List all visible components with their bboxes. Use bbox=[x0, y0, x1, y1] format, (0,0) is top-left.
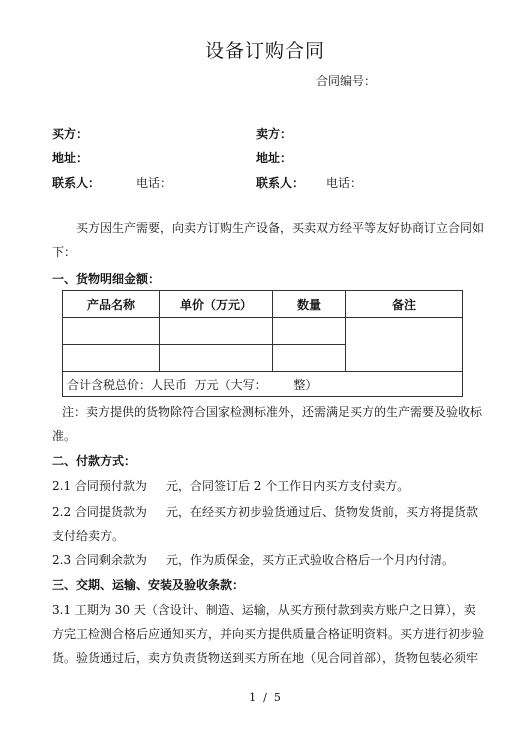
payment-item-2-2-line-2: 支付给卖方。 bbox=[52, 529, 125, 543]
remarks-cell bbox=[346, 318, 463, 372]
buyer-address-label: 地址： bbox=[52, 151, 89, 165]
seller-address-label: 地址： bbox=[256, 151, 293, 165]
contract-number-label: 合同编号： bbox=[316, 74, 377, 88]
section-3-line-3: 货。验货通过后，卖方负责货物送到买方所在地（见合同首部），货物包装必须牢 bbox=[52, 651, 479, 665]
seller-contact-label: 联系人： bbox=[256, 176, 305, 190]
section-3-heading: 三、交期、运输、安装及验收条款： bbox=[52, 578, 245, 592]
header-remarks: 备注 bbox=[346, 291, 463, 318]
table-cell bbox=[160, 318, 273, 345]
payment-item-2-1: 2.1 合同预付款为 元，合同签订后 2 个工作日内买方支付卖方。 bbox=[52, 479, 410, 493]
payment-item-2-2-line-1: 2.2 合同提货款为 元，在经买方初步验货通过后、货物发货前，买方将提货款 bbox=[52, 505, 478, 519]
table-total-row bbox=[63, 372, 463, 397]
intro-line-1: 买方因生产需要，向卖方订购生产设备，买卖双方经平等友好协商订立合同如 bbox=[76, 221, 485, 235]
header-product-name: 产品名称 bbox=[63, 291, 160, 318]
table-row bbox=[63, 318, 463, 345]
section-1-heading: 一、货物明细金额： bbox=[52, 272, 161, 286]
table-cell bbox=[63, 345, 160, 372]
seller-phone-label: 电话： bbox=[326, 176, 363, 190]
header-quantity: 数量 bbox=[273, 291, 346, 318]
table-header-row bbox=[63, 291, 463, 318]
section-3-line-1: 3.1 工期为 30 天（含设计、制造、运输，从买方预付款到卖方账户之日算），卖 bbox=[52, 603, 476, 617]
document-title: 设备订购合同 bbox=[204, 40, 325, 62]
buyer-phone-label: 电话： bbox=[136, 176, 173, 190]
note-line-1: 注：卖方提供的货物除符合国家检测标准外，还需满足买方的生产需要及验收标 bbox=[62, 405, 483, 419]
table-cell bbox=[273, 318, 346, 345]
table-cell bbox=[63, 318, 160, 345]
buyer-label: 买方： bbox=[52, 127, 89, 141]
seller-label: 卖方： bbox=[256, 127, 293, 141]
total-price-cell: 合计含税总价：人民币 万元（大写： 整） bbox=[63, 372, 463, 397]
goods-table bbox=[62, 290, 463, 397]
section-3-line-2: 方完工检测合格后应通知买方，并向买方提供质量合格证明资料。买方进行初步验 bbox=[52, 627, 485, 641]
table-cell bbox=[160, 345, 273, 372]
buyer-contact-label: 联系人： bbox=[52, 176, 101, 190]
header-unit-price: 单价（万元） bbox=[160, 291, 273, 318]
page-indicator: 1 / 5 bbox=[249, 691, 281, 704]
section-2-heading: 二、付款方式： bbox=[52, 454, 137, 468]
payment-item-2-3: 2.3 合同剩余款为 元，作为质保金，买方正式验收合格后一个月内付清。 bbox=[52, 553, 454, 567]
intro-line-2: 下： bbox=[52, 245, 77, 259]
note-line-2: 准。 bbox=[52, 429, 77, 443]
table-cell bbox=[273, 345, 346, 372]
